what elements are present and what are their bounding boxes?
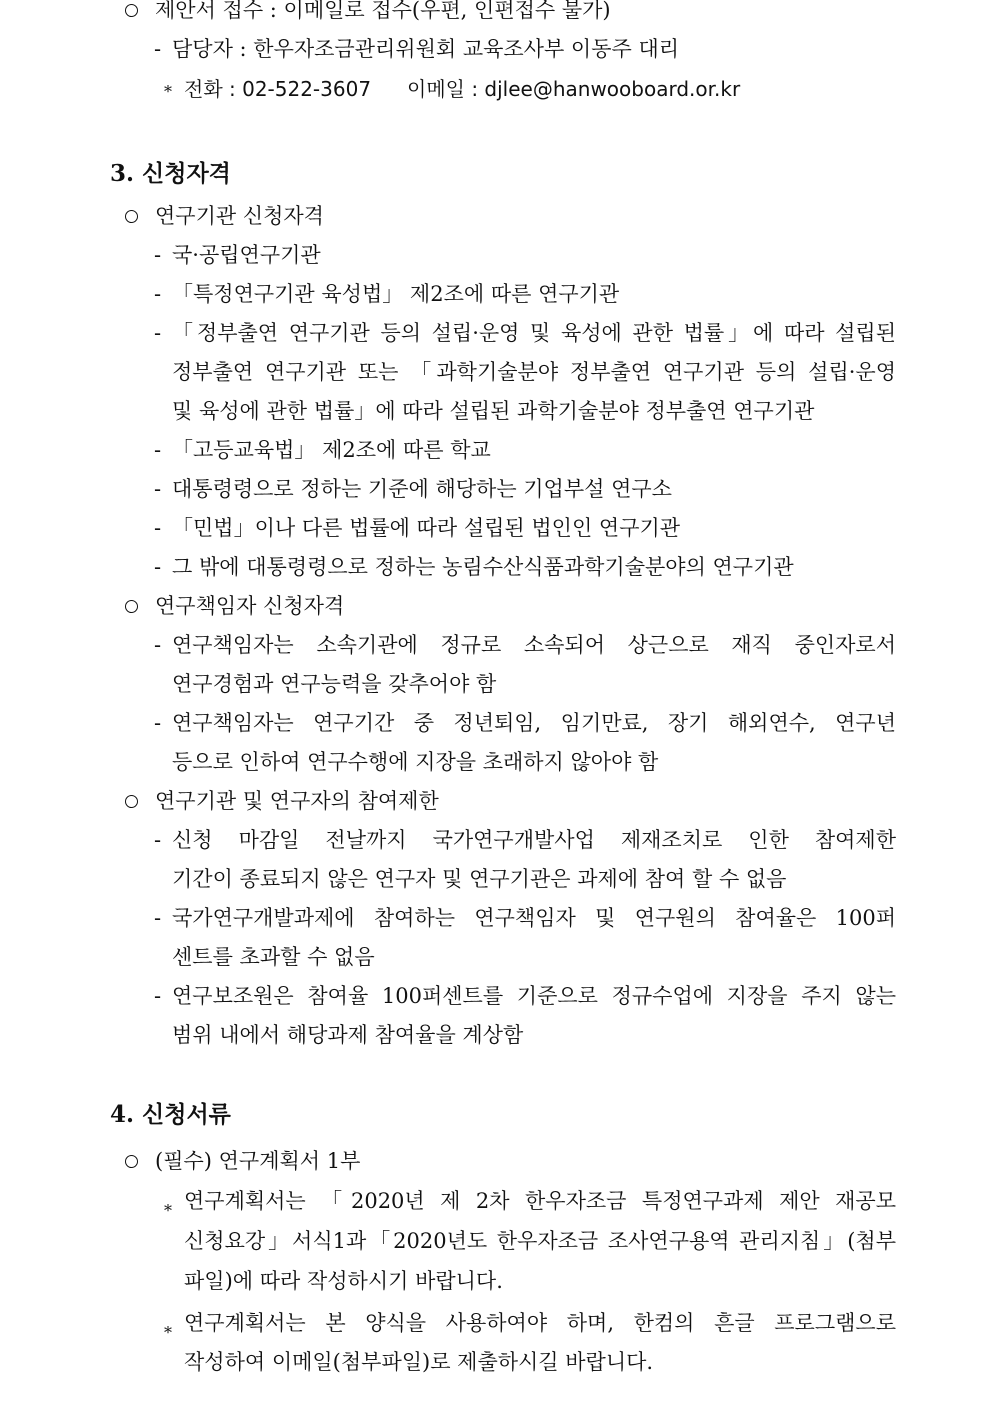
dash-marker: - [154, 243, 162, 267]
doc-note-continued: 작성하여 이메일(첨부파일)로 제출하시길 바랍니다. [184, 1350, 654, 1374]
institution-item: 국·공립연구기관 [172, 243, 321, 267]
restriction-item: 신청 마감일 전날까지 국가연구개발사업 제재조치로 인한 참여제한 [172, 828, 896, 852]
star-marker: * [164, 1201, 172, 1220]
dash-marker: - [154, 438, 162, 462]
institution-item: 「정부출연 연구기관 등의 설립·운영 및 육성에 관한 법률」에 따라 설립된 [172, 321, 896, 345]
pi-item-continued: 등으로 인하여 연구수행에 지장을 초래하지 않아야 함 [172, 750, 659, 774]
star-marker: * [164, 82, 172, 101]
bullet-circle-icon [125, 210, 138, 223]
restriction-item-continued: 기간이 종료되지 않은 연구자 및 연구기관은 과제에 참여 할 수 없음 [172, 867, 787, 891]
pi-item-continued: 연구경험과 연구능력을 갖추어야 함 [172, 672, 497, 696]
doc-note-continued: 파일)에 따라 작성하시기 바랍니다. [184, 1269, 503, 1293]
institution-item: 「고등교육법」 제2조에 따른 학교 [172, 438, 491, 462]
phone-line: 전화 : 02-522-3607 [184, 77, 372, 101]
institution-header: 연구기관 신청자격 [155, 204, 324, 228]
institution-item: 대통령령으로 정하는 기준에 해당하는 기업부설 연구소 [172, 477, 672, 501]
bullet-circle-icon [125, 600, 138, 613]
contact-line: 담당자 : 한우자조금관리위원회 교육조사부 이동주 대리 [172, 37, 680, 61]
section-4-title: 4. 신청서류 [110, 1101, 231, 1128]
pi-item: 연구책임자는 소속기관에 정규로 소속되어 상근으로 재직 중인자로서 [172, 633, 896, 657]
restriction-item-continued: 센트를 초과할 수 없음 [172, 945, 375, 969]
institution-item: 「민법」이나 다른 법률에 따라 설립된 법인인 연구기관 [172, 516, 681, 540]
email-line: 이메일 : djlee@hanwooboard.or.kr [407, 77, 741, 101]
dash-marker: - [154, 711, 162, 735]
restriction-item: 연구보조원은 참여율 100퍼센트를 기준으로 정규수업에 지장을 주지 않는 [172, 984, 896, 1008]
restriction-item: 국가연구개발과제에 참여하는 연구책임자 및 연구원의 참여율은 100퍼 [172, 906, 896, 930]
doc-note: 연구계획서는 본 양식을 사용하여야 하며, 한컴의 흔글 프로그램으로 [184, 1311, 896, 1335]
institution-item: 그 밖에 대통령령으로 정하는 농림수산식품과학기술분야의 연구기관 [172, 555, 794, 579]
dash-marker: - [154, 906, 162, 930]
bullet-circle-icon [125, 1155, 138, 1168]
dash-marker: - [154, 555, 162, 579]
dash-marker: - [154, 282, 162, 306]
section-3-title: 3. 신청자격 [110, 160, 231, 187]
dash-marker: - [154, 477, 162, 501]
restriction-header: 연구기관 및 연구자의 참여제한 [155, 789, 439, 813]
institution-item: 「특정연구기관 육성법」 제2조에 따른 연구기관 [172, 282, 620, 306]
restriction-item-continued: 범위 내에서 해당과제 참여율을 계상함 [172, 1023, 524, 1047]
required-doc-header: (필수) 연구계획서 1부 [155, 1149, 361, 1173]
submission-line: 제안서 접수 : 이메일로 접수(우편, 인편접수 불가) [155, 0, 611, 22]
dash-marker: - [154, 828, 162, 852]
pi-item: 연구책임자는 연구기간 중 정년퇴임, 임기만료, 장기 해외연수, 연구년 [172, 711, 896, 735]
dash-marker: - [154, 984, 162, 1008]
doc-note: 연구계획서는 「2020년 제 2차 한우자조금 특정연구과제 제안 재공모 [184, 1189, 896, 1213]
institution-item-continued: 정부출연 연구기관 또는 「과학기술분야 정부출연 연구기관 등의 설립·운영 [172, 360, 896, 384]
dash-marker: - [154, 516, 162, 540]
star-marker: * [164, 1323, 172, 1342]
doc-note-continued: 신청요강」서식1과「2020년도 한우자조금 조사연구용역 관리지침」(첨부 [184, 1229, 896, 1253]
bullet-circle-icon [125, 4, 138, 17]
institution-item-continued: 및 육성에 관한 법률」에 따라 설립된 과학기술분야 정부출연 연구기관 [172, 399, 815, 423]
bullet-circle-icon [125, 795, 138, 808]
dash-marker: - [154, 321, 162, 345]
pi-header: 연구책임자 신청자격 [155, 594, 345, 618]
dash-marker: - [154, 633, 162, 657]
dash-marker: - [154, 37, 162, 61]
